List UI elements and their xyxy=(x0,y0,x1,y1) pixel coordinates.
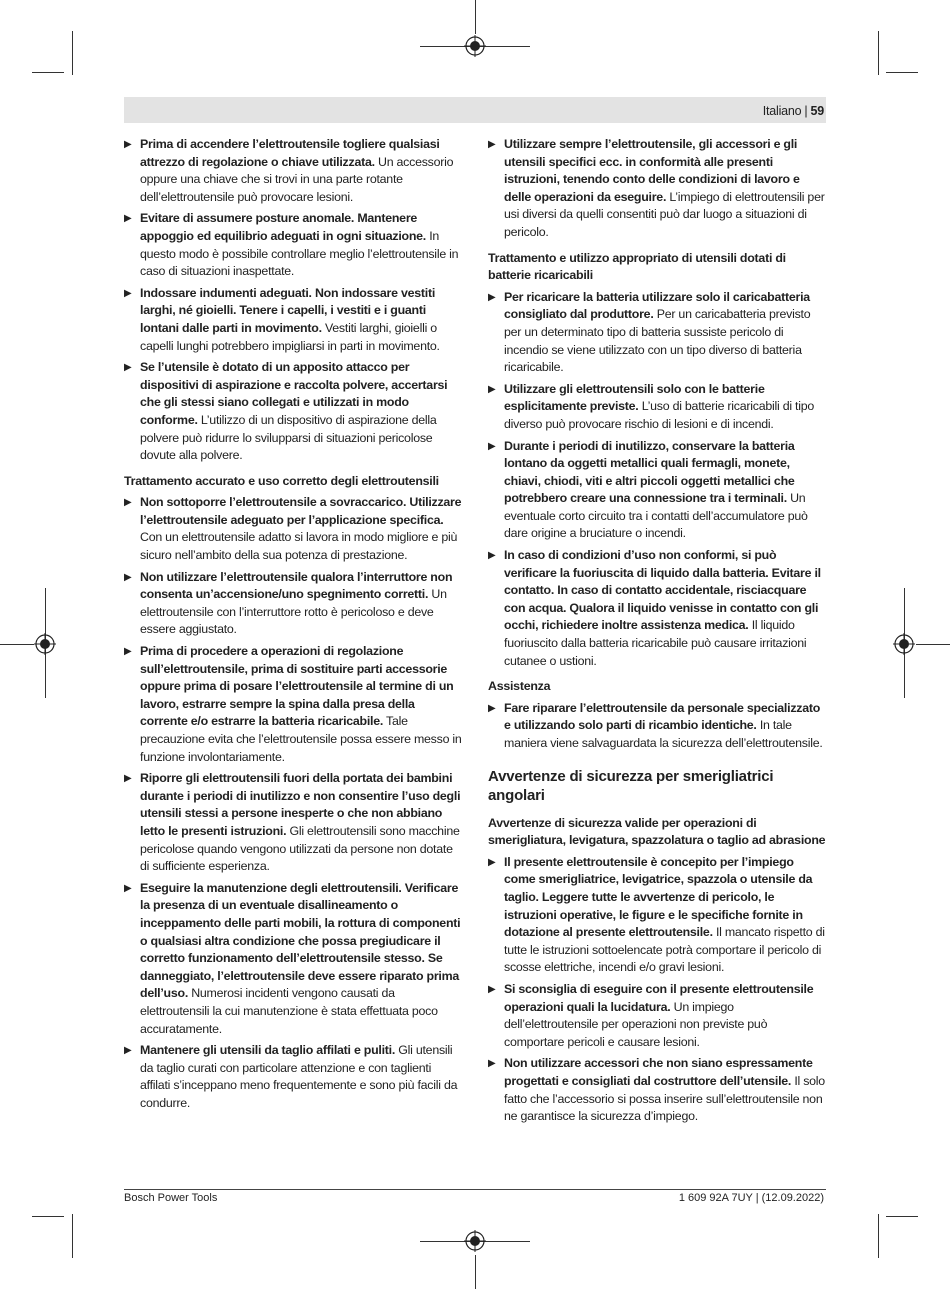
list-items-c xyxy=(488,700,828,753)
item-warning: Indossare indumenti adeguati. Non indossare vestiti larghi, né gioielli. Tenere i capelli, i vestiti e i guanti lontani dalle parti in movimento. xyxy=(140,285,436,335)
footer-doc-info: 1 609 92A 7UY | (12.09.2022) xyxy=(678,1192,824,1204)
item-explanation: Gli utensili da taglio curati con particolare attenzione e con taglienti affilati s’inceppano meno frequentemente e sono più facili da condurre. xyxy=(140,1043,458,1110)
list-item xyxy=(488,981,828,1051)
list-item xyxy=(124,770,464,876)
list-item xyxy=(124,210,464,280)
page-number: 59 xyxy=(810,104,824,118)
item-warning: In caso di condizioni d’uso non conformi, si può verificare la fuoriuscita di liquido dalla batteria. Evitare il contatto. In caso di contatto accidentale, risciacquare con acqua. Qualora il liquido venisse in contatto con gli occhi, richiedere inoltre assistenza medica. xyxy=(504,548,821,633)
triangle-right-icon: ▶ xyxy=(488,983,496,995)
triangle-right-icon: ▶ xyxy=(124,773,132,785)
item-warning: Eseguire la manutenzione degli elettroutensili. Verificare la presenza di un eventuale disallineamento o inceppamento delle parti mobili, la rottura di componenti o qualsiasi altra condizione che possa pregiudicare il corretto funzionamento dell’elettroutensile stesso. Se danneggiato, l’elettroutensile deve essere riparato prima dell’uso. xyxy=(140,880,461,1001)
item-explanation: Per un caricabatteria previsto per un determinato tipo di batteria sussiste pericolo di incendio se viene utilizzato con un tipo diverso di batteria ricaricabile. xyxy=(504,307,811,375)
header-bar xyxy=(124,97,826,123)
crop-mark xyxy=(475,0,476,34)
crop-mark xyxy=(32,72,64,73)
triangle-right-icon: ▶ xyxy=(124,646,132,658)
item-warning: Per ricaricare la batteria utilizzare solo il caricabatteria consigliato dal produttore. xyxy=(504,289,810,322)
crop-mark xyxy=(475,1255,476,1289)
right-column xyxy=(488,136,828,1130)
triangle-right-icon: ▶ xyxy=(124,213,132,225)
item-warning: Fare riparare l’elettroutensile da personale specializzato e utilizzando solo parti di ricambio identiche. xyxy=(504,700,821,733)
crop-mark xyxy=(916,644,950,645)
triangle-right-icon: ▶ xyxy=(124,362,132,374)
list-item xyxy=(488,1055,828,1125)
triangle-right-icon: ▶ xyxy=(124,882,132,894)
item-warning: Utilizzare gli elettroutensili solo con le batterie esplicitamente previste. xyxy=(504,381,765,414)
item-explanation: Con un elettroutensile adatto si lavora in modo migliore e più sicuro nell’ambito della sua potenza di prestazione. xyxy=(140,530,458,563)
triangle-right-icon: ▶ xyxy=(488,702,496,714)
item-explanation: Il mancato rispetto di tutte le istruzioni sottoelencate potrà comportare il pericolo di scosse elettriche, incendi e/o gravi lesioni. xyxy=(504,925,825,975)
list-item xyxy=(488,547,828,670)
item-warning: Evitare di assumere posture anomale. Mantenere appoggio ed equilibrio adeguati in ogni situazione. xyxy=(140,211,427,243)
list-item xyxy=(488,438,828,544)
list-item xyxy=(124,643,464,766)
crop-mark xyxy=(886,1216,918,1217)
left-column xyxy=(124,136,464,1116)
list-items-d xyxy=(488,854,828,1126)
section-heading: Assistenza xyxy=(488,679,551,694)
item-explanation: Un eventuale corto circuito tra i contatti dell’accumulatore può dare origine a bruciature o incendi. xyxy=(504,491,808,541)
item-warning: Non utilizzare l’elettroutensile qualora l’interruttore non consenta un’accensione/uno spegnimento corretti. xyxy=(140,569,453,602)
triangle-right-icon: ▶ xyxy=(124,497,132,509)
list-item xyxy=(488,700,828,753)
triangle-right-icon: ▶ xyxy=(488,139,496,150)
list-item xyxy=(488,381,828,434)
triangle-right-icon: ▶ xyxy=(124,139,132,150)
triangle-right-icon: ▶ xyxy=(488,856,496,868)
item-warning: Prima di accendere l’elettroutensile togliere qualsiasi attrezzo di regolazione o chiave utilizzata. xyxy=(140,137,440,169)
item-warning: Utilizzare sempre l’elettroutensile, gli accessori e gli utensili specifici ecc. in conformità alle presenti istruzioni, tenendo conto delle condizioni di lavoro e delle operazioni da eseguire. xyxy=(504,137,800,204)
triangle-right-icon: ▶ xyxy=(488,1058,496,1070)
list-item xyxy=(124,494,464,564)
list-item xyxy=(124,136,464,206)
item-explanation: Numerosi incidenti vengono causati da elettroutensili la cui manutenzione è stata effettuata poco accuratamente. xyxy=(140,986,438,1036)
crosshair-registration-icon xyxy=(464,1230,486,1252)
header-separator: | xyxy=(804,104,808,118)
item-explanation: Un elettroutensile con l’interruttore rotto è pericoloso e deve essere aggiustato. xyxy=(140,587,447,637)
item-explanation: Il solo fatto che l’accessorio si possa inserire sull’elettroutensile non ne garantisce la sicurezza d’impiego. xyxy=(504,1073,825,1124)
item-explanation: In questo modo è possibile controllare meglio l’elettroutensile in caso di situazioni inaspettate. xyxy=(140,228,459,279)
item-explanation: Tale precauzione evita che l’elettroutensile possa essere messo in funzione involontariamente. xyxy=(140,714,462,764)
header-language: Italiano xyxy=(762,104,802,118)
item-explanation: Un impiego dell’elettroutensile per operazioni non previste può comportare pericoli e causare lesioni. xyxy=(504,999,768,1049)
crop-mark xyxy=(878,31,879,75)
item-warning: Non sottoporre l’elettroutensile a sovraccarico. Utilizzare l’elettroutensile adeguato per l’applicazione specifica. xyxy=(140,495,462,527)
item-explanation: Vestiti larghi, gioielli o capelli lunghi potrebbero impigliarsi in parti in movimento. xyxy=(140,320,440,353)
footer-brand: Bosch Power Tools xyxy=(124,1192,218,1204)
item-warning: Non utilizzare accessori che non siano espressamente progettati e consigliati dal costruttore dell’utensile. xyxy=(504,1056,813,1088)
item-warning: Si sconsiglia di eseguire con il presente elettroutensile operazioni quali la lucidatura. xyxy=(504,981,814,1014)
item-warning: Prima di procedere a operazioni di regolazione sull’elettroutensile, prima di sostituire parti accessorie oppure prima di posare l’elettroutensile al termine di un lavoro, estrarre sempre la spina dalla presa della corrente e/o estrarre la batteria ricaricabile. xyxy=(140,644,454,729)
triangle-right-icon: ▶ xyxy=(488,550,496,562)
item-explanation: L’utilizzo di un dispositivo di aspirazione della polvere può ridurre lo svilupparsi di situazioni pericolose dovute alla polvere. xyxy=(140,412,437,463)
crop-mark xyxy=(0,644,34,645)
crop-mark xyxy=(72,1214,73,1258)
list-items-a xyxy=(124,136,464,465)
triangle-right-icon: ▶ xyxy=(124,287,132,299)
item-explanation: L’impiego di elettroutensili per usi diversi da quelli consentiti può dar luogo a situazioni di pericolo. xyxy=(504,189,825,239)
triangle-right-icon: ▶ xyxy=(124,571,132,583)
list-item xyxy=(488,289,828,377)
crosshair-registration-icon xyxy=(464,35,486,57)
triangle-right-icon: ▶ xyxy=(488,291,496,303)
item-warning: Se l’utensile è dotato di un apposito attacco per dispositivi di aspirazione e raccolta polvere, accertarsi che gli stessi siano collegati e utilizzati in modo conforme. xyxy=(140,360,448,427)
list-items-a xyxy=(488,136,828,242)
section-heading: Avvertenze di sicurezza valide per operazioni di smerigliatura, levigatura, spazzolatura o taglio ad abrasione xyxy=(488,815,826,848)
item-warning: Riporre gli elettroutensili fuori della portata dei bambini durante i periodi di inutilizzo e non consentire l’uso degli utensili stessi a persone inesperte o che non abbiano letto le presenti istruzioni. xyxy=(140,771,461,838)
triangle-right-icon: ▶ xyxy=(488,383,496,395)
list-item xyxy=(124,880,464,1038)
item-explanation: Gli elettroutensili sono macchine pericolose quando vengono utilizzati da persone non dotate di sufficiente esperienza. xyxy=(140,823,460,874)
section-title: Avvertenze di sicurezza per smerigliatrici angolari xyxy=(488,767,774,804)
crop-mark xyxy=(72,31,73,75)
page-header xyxy=(763,104,824,118)
list-items-b xyxy=(124,494,464,1112)
footer-rule xyxy=(124,1189,826,1190)
triangle-right-icon: ▶ xyxy=(488,440,496,452)
list-item xyxy=(124,285,464,355)
item-warning: Mantenere gli utensili da taglio affilati e puliti. xyxy=(140,1043,396,1058)
item-explanation: In tale maniera viene salvaguardata la sicurezza dell’elettroutensile. xyxy=(504,718,823,750)
crop-mark xyxy=(32,1216,64,1217)
section-heading: Trattamento accurato e uso corretto degli elettroutensili xyxy=(124,473,439,488)
list-item xyxy=(488,854,828,977)
section-heading: Trattamento e utilizzo appropriato di utensili dotati di batterie ricaricabili xyxy=(488,250,786,283)
item-warning: Durante i periodi di inutilizzo, conservare la batteria lontano da oggetti metallici quali fermagli, monete, chiavi, chiodi, viti e altri piccoli oggetti metallici che potrebbero creare una connessione tra i terminali. xyxy=(504,438,795,506)
list-items-b xyxy=(488,289,828,670)
triangle-right-icon: ▶ xyxy=(124,1045,132,1057)
item-explanation: Un accessorio oppure una chiave che si trovi in una parte rotante dell’elettroutensile può provocare lesioni. xyxy=(140,154,454,204)
list-item xyxy=(124,359,464,465)
item-warning: Il presente elettroutensile è concepito per l’impiego come smerigliatrice, levigatrice, spazzola o utensile da taglio. Leggere tutte le avvertenze di pericolo, le istruzioni operative, le figure e le specifiche fornite in dotazione al presente elettroutensile. xyxy=(504,854,813,940)
list-item xyxy=(124,569,464,639)
crop-mark xyxy=(878,1214,879,1258)
list-item xyxy=(488,136,828,242)
crosshair-registration-icon xyxy=(34,633,56,655)
item-explanation: Il liquido fuoriuscito dalla batteria ricaricabile può causare irritazioni cutanee o ustioni. xyxy=(504,618,807,668)
list-item xyxy=(124,1042,464,1112)
item-explanation: L’uso di batterie ricaricabili di tipo diverso può provocare rischio di lesioni e di incendi. xyxy=(504,399,815,431)
crosshair-registration-icon xyxy=(893,633,915,655)
crop-mark xyxy=(886,72,918,73)
